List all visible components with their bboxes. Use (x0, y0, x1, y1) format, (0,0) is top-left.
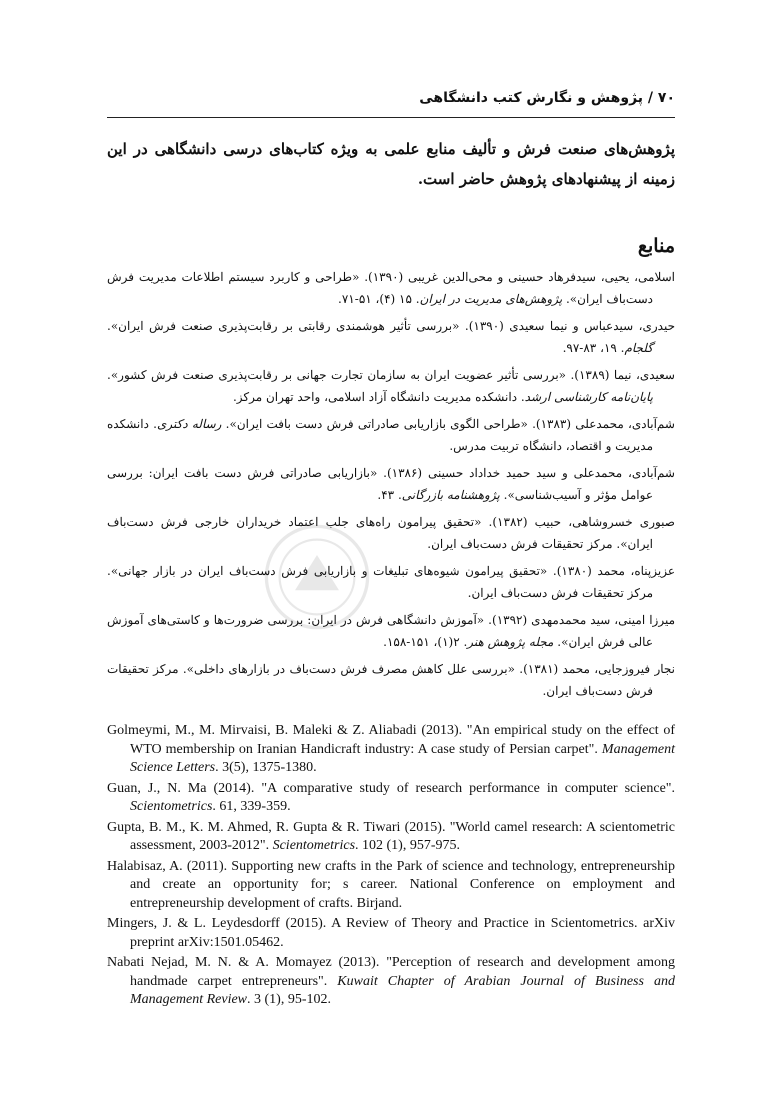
reference-journal: پایان‌نامه کارشناسی ارشد (524, 390, 653, 404)
reference-tail: . ۲(۱)، ۱۵۱-۱۵۸. (383, 635, 468, 649)
reference-item (107, 819, 675, 856)
reference-item (107, 364, 675, 408)
reference-journal: مجله پژوهش هنر (467, 635, 554, 649)
reference-text: Guan, J., N. Ma (2014). "A comparative study of research performance in computer science". (107, 780, 675, 796)
reference-item (107, 511, 675, 555)
reference-text: Golmeymi, M., M. Mirvaisi, B. Maleki & Z. Aliabadi (2013). "An empirical study on the effect of WTO membership on Iranian Handicraft industry: A case study of Persian carpet". (107, 723, 675, 757)
reference-tail: . دانشکده مدیریت و اقتصاد، دانشگاه تربیت مدرس. (107, 417, 653, 453)
reference-journal: Kuwait Chapter of Arabian Journal of Business and Management Review (130, 973, 676, 1007)
reference-item (107, 413, 675, 457)
reference-item (107, 462, 675, 506)
reference-item (107, 658, 675, 702)
reference-text: صبوری خسروشاهی، حبیب (۱۳۸۲). «تحقیق پیرامون راه‌های جلب اعتماد خریداران خارجی فرش دست‌باف ایران». مرکز تحقیقات فرش دست‌باف ایران. (107, 515, 675, 551)
reference-item (107, 915, 675, 952)
reference-text: میرزا امینی، سید محمدمهدی (۱۳۹۲). «آموزش دانشگاهی فرش در ایران: بررسی ضرورت‌ها و کاستی‌های آموزش عالی فرش ایران». (107, 613, 676, 649)
reference-item (107, 315, 675, 359)
reference-item (107, 780, 675, 817)
reference-journal: گلجام (624, 341, 653, 355)
reference-item (107, 266, 675, 310)
reference-text: Nabati Nejad, M. N. & A. Momayez (2013). "Perception of research and development among handmade carpet entrepreneurs". (107, 955, 675, 989)
reference-tail: . 3 (1), 95-102. (247, 992, 332, 1007)
running-header: ۷۰ / پژوهش و نگارش کتب دانشگاهی (419, 90, 675, 106)
reference-item (107, 858, 675, 914)
reference-journal: Management Science Letters (130, 741, 675, 775)
reference-text: شم‌آبادی، محمدعلی (۱۳۸۳). «طراحی الگوی بازاریابی صادراتی فرش دست بافت ایران». (221, 417, 675, 431)
reference-text: شم‌آبادی، محمدعلی و سید حمید خداداد حسینی (۱۳۸۶). «بازاریابی صادراتی فرش دست بافت ایران: بررسی عوامل مؤثر و آسیب‌شناسی». (107, 466, 675, 502)
reference-tail: . ۱۹، ۸۳-۹۷. (562, 341, 625, 355)
english-references-list (107, 722, 675, 1012)
reference-text: عزیزپناه، محمد (۱۳۸۰). «تحقیق پیرامون شیوه‌های تبلیغات و بازاریابی فرش دست‌باف ایران در بازار جهانی». مرکز تحقیقات فرش دست‌باف ایران. (107, 564, 675, 600)
reference-journal: رساله دکتری (156, 417, 222, 431)
reference-text: حیدری، سیدعباس و نیما سعیدی (۱۳۹۰). «بررسی تأثیر هوشمندی رقابتی بر رقابت‌پذیری صنعت فرش ایران». (107, 319, 675, 333)
reference-tail: . 61, 339-359. (212, 799, 291, 814)
reference-text: Gupta, B. M., K. M. Ahmed, R. Gupta & R. Tiwari (2015). "World camel research: A scientometric assessment, 2003-2012". (107, 819, 675, 853)
reference-tail: . ۱۵ (۴)، ۵۱-۷۱. (338, 292, 420, 306)
reference-item (107, 722, 675, 778)
header-divider (107, 117, 675, 118)
reference-journal: Scientometrics (272, 838, 356, 853)
reference-tail: . دانشکده مدیریت دانشگاه آزاد اسلامی، واحد تهران مرکز. (232, 390, 525, 404)
reference-tail: . 3(5), 1375-1380. (215, 760, 317, 775)
reference-journal: Scientometrics (130, 799, 213, 814)
references-heading: منابع (637, 235, 675, 257)
reference-text: Mingers, J. & L. Leydesdorff (2015). A Review of Theory and Practice in Scientometrics. arXiv preprint arXiv:1501.05462. (107, 916, 675, 950)
reference-text: اسلامی، یحیی، سیدفرهاد حسینی و محی‌الدین غریبی (۱۳۹۰). «طراحی و کاربرد سیستم اطلاعات مدیریت فرش دست‌باف ایران». (107, 270, 675, 306)
reference-journal: پژوهش‌های مدیریت در ایران (419, 292, 563, 306)
persian-references-list (107, 266, 675, 707)
reference-journal: پژوهشنامه بازرگانی (401, 488, 500, 502)
reference-tail: . 102 (1), 957-975. (355, 838, 461, 853)
intro-paragraph: پژوهش‌های صنعت فرش و تألیف منابع علمی به ویژه کتاب‌های درسی دانشگاهی در این زمینه از پیشنهادهای پژوهش حاضر است. (107, 140, 675, 188)
reference-item (107, 560, 675, 604)
reference-text: سعیدی، نیما (۱۳۸۹). «بررسی تأثیر عضویت ایران به سازمان تجارت جهانی بر رقابت‌پذیری صنعت فرش کشور». (107, 368, 675, 382)
reference-text: نجار فیروزجایی، محمد (۱۳۸۱). «بررسی علل کاهش مصرف فرش دست‌باف در بازارهای داخلی». مرکز تحقیقات فرش دست‌باف ایران. (107, 662, 675, 698)
reference-item (107, 954, 675, 1010)
reference-text: Halabisaz, A. (2011). Supporting new crafts in the Park of science and technology, entrepreneurship and create an opportunity for; s career. National Conference on employment and entrepreneurship development of crafts. Birjand. (107, 858, 675, 911)
reference-item (107, 609, 675, 653)
reference-tail: . ۴۳. (377, 488, 402, 502)
